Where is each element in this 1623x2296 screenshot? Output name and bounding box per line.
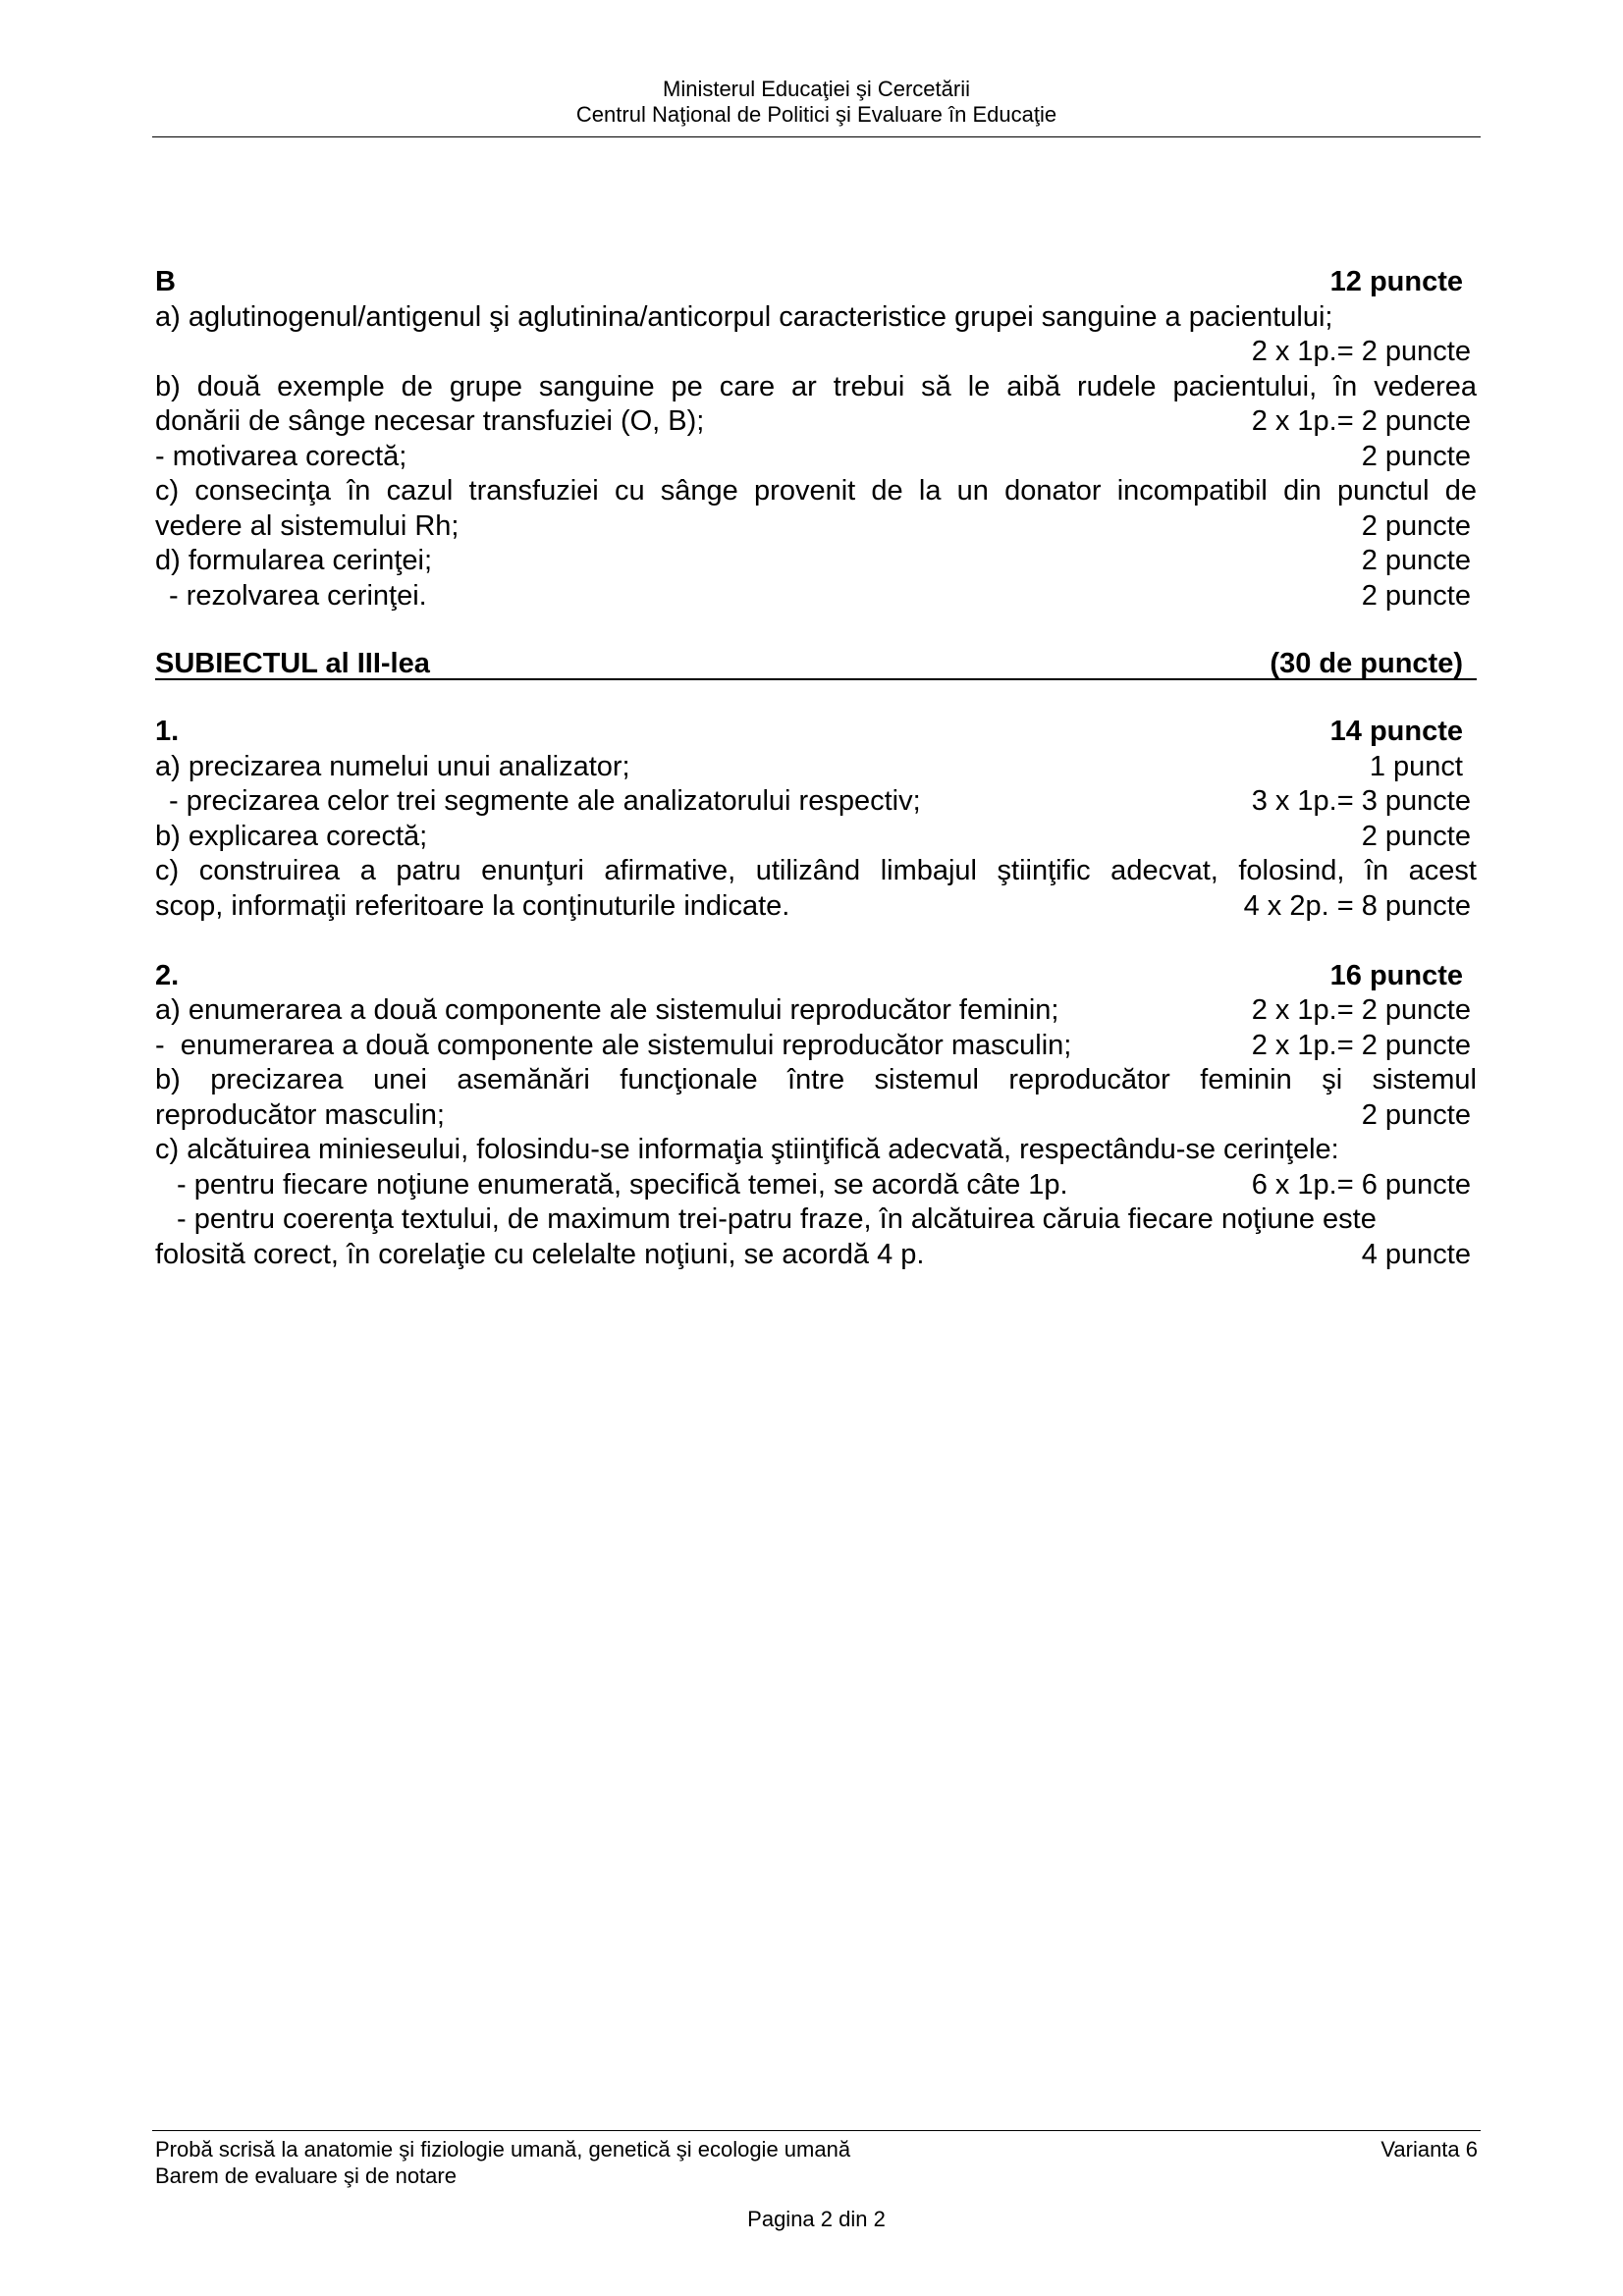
- section-b-item-b-motivation: - motivarea corectă; 2 puncte: [155, 440, 1477, 475]
- item-1-a2-score: 3 x 1p.= 3 puncte: [1251, 785, 1471, 817]
- item-2-a-score: 2 x 1p.= 2 puncte: [1251, 994, 1471, 1026]
- item-1-c-line2: scop, informaţii referitoare la conţinuturile indicate. 4 x 2p. = 8 puncte: [155, 889, 1477, 925]
- section-b-item-c-score: 2 puncte: [1361, 509, 1471, 542]
- item-2-a: a) enumerarea a două componente ale sistemului reproducător feminin; 2 x 1p.= 2 puncte: [155, 993, 1477, 1029]
- subject-3-title: [155, 649, 1477, 680]
- section-b-item-b-motivation-score: 2 puncte: [1361, 440, 1471, 472]
- item-2-heading: [155, 959, 1477, 994]
- item-2-c2-line2: folosită corect, în corelaţie cu celelalte noţiuni, se acordă 4 p. 4 puncte: [155, 1238, 1477, 1273]
- item-1-a2: - precizarea celor trei segmente ale analizatorului respectiv; 3 x 1p.= 3 puncte: [155, 784, 1477, 820]
- item-1-b: b) explicarea corectă; 2 puncte: [155, 820, 1477, 855]
- exam-title: Probă scrisă la anatomie şi fiziologie umană, genetică şi ecologie umană: [155, 2137, 851, 2162]
- section-b-item-c-line1: c) consecinţa în cazul transfuziei cu sânge provenit de la un donator incompatibil din punctul de: [155, 475, 1477, 507]
- item-2-c2-line1: - pentru coerenţa textului, de maximum trei-patru fraze, în alcătuirea căruia fiecare noţiune este: [177, 1203, 1377, 1235]
- document-body: [155, 265, 1477, 1272]
- center-name: Centrul Naţional de Politici şi Evaluare în Educaţie: [575, 102, 1057, 127]
- item-1-b-score: 2 puncte: [1361, 820, 1471, 852]
- item-2-b-line2: reproducător masculin; 2 puncte: [155, 1098, 1477, 1134]
- item-1-c-score: 4 x 2p. = 8 puncte: [1243, 889, 1471, 922]
- section-b-item-d-score: 2 puncte: [1361, 545, 1471, 576]
- footer-line-2: Barem de evaluare şi de notare: [155, 2163, 457, 2188]
- subject-3-points: (30 de puncte): [1270, 647, 1463, 679]
- page-footer: [155, 2136, 1478, 2232]
- item-1-a-score: 1 punct: [1369, 750, 1463, 782]
- item-2-a2-score: 2 x 1p.= 2 puncte: [1251, 1029, 1471, 1061]
- page-number: Pagina 2 din 2: [747, 2207, 886, 2231]
- header-divider: [152, 136, 1481, 137]
- section-b-item-b-line1: b) două exemple de grupe sanguine pe care ar trebui să le aibă rudele pacientului, în vederea: [155, 370, 1477, 402]
- subject-3-label: SUBIECTUL al III-lea: [155, 647, 430, 679]
- exam-variant: Varianta 6: [1380, 2137, 1478, 2162]
- section-b-item-a-score: 2 x 1p.= 2 puncte: [1251, 336, 1471, 367]
- section-b-item-c-line2: vedere al sistemului Rh; 2 puncte: [155, 509, 1477, 545]
- item-2-c2-score: 4 puncte: [1361, 1238, 1471, 1270]
- item-2-a2: - enumerarea a două componente ale sistemului reproducător masculin; 2 x 1p.= 2 puncte: [155, 1029, 1477, 1064]
- footer-line-1: [155, 2136, 1478, 2163]
- footer-divider: [152, 2130, 1481, 2131]
- page-header: [152, 77, 1481, 128]
- ministry-name: Ministerul Educaţiei şi Cercetării: [663, 77, 970, 101]
- item-1-heading: [155, 715, 1477, 750]
- section-b-label: B: [155, 266, 176, 297]
- item-2-c: c) alcătuirea minieseului, folosindu-se informaţia ştiinţifică adecvată, respectându-se cerinţele:: [155, 1134, 1339, 1165]
- item-1-label: 1.: [155, 716, 180, 747]
- section-b-item-d-solve-score: 2 puncte: [1361, 579, 1471, 612]
- item-2-label: 2.: [155, 959, 180, 991]
- item-1-c-line1: c) construirea a patru enunţuri afirmative, utilizând limbajul ştiinţific adecvat, folosind, în acest: [155, 855, 1477, 886]
- item-1-points: 14 puncte: [1329, 716, 1463, 747]
- item-2-c1: - pentru fiecare noţiune enumerată, specifică temei, se acordă câte 1p. 6 x 1p.= 6 puncte: [155, 1168, 1477, 1203]
- item-2-b-score: 2 puncte: [1361, 1098, 1471, 1131]
- section-b-item-b-score: 2 x 1p.= 2 puncte: [1251, 405, 1471, 437]
- section-b-points: 12 puncte: [1329, 266, 1463, 297]
- section-b-item-a-score-row: [155, 335, 1477, 370]
- section-b-item-a: a) aglutinogenul/antigenul şi aglutinina/anticorpul caracteristice grupei sanguine a pacientului;: [155, 300, 1333, 333]
- section-b-item-b-line2: donării de sânge necesar transfuziei (O, B); 2 x 1p.= 2 puncte: [155, 404, 1477, 440]
- item-2-c1-score: 6 x 1p.= 6 puncte: [1251, 1168, 1471, 1201]
- item-2-b-line1: b) precizarea unei asemănări funcţionale între sistemul reproducător feminin şi sistemul: [155, 1064, 1477, 1095]
- section-b-item-d-solve: - rezolvarea cerinţei. 2 puncte: [155, 579, 1477, 614]
- section-b-item-d: d) formularea cerinţei; 2 puncte: [155, 544, 1477, 579]
- item-1-a: a) precizarea numelui unui analizator; 1 punct: [155, 750, 1477, 785]
- item-2-points: 16 puncte: [1329, 959, 1463, 991]
- section-b-heading: [155, 265, 1477, 300]
